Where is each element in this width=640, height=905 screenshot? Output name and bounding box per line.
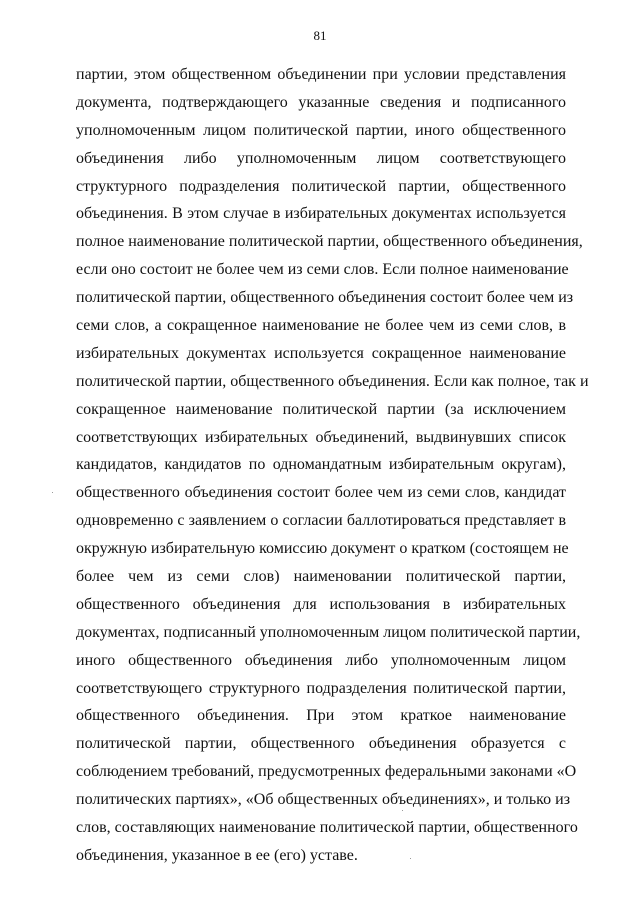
text-line: иного общественного объединения либо уполномоченным лицом xyxy=(76,651,566,669)
text-line: политической партии, общественного объединения образуется с xyxy=(76,735,566,753)
text-line: окружную избирательную комиссию документ о кратком (состоящем не xyxy=(76,540,569,558)
text-line: политической партии, общественного объединения состоит более чем из xyxy=(76,289,574,307)
text-line: политических партиях», «Об общественных объединениях», и только из xyxy=(76,791,571,809)
text-line: политической партии, общественного объединения. Если как полное, так и xyxy=(76,372,589,390)
text-line: соответствующих избирательных объединений, выдвинувших список xyxy=(76,428,566,446)
text-line: общественного объединения состоит более чем из семи слов, кандидат xyxy=(76,484,566,502)
scan-speck xyxy=(52,492,53,493)
scan-speck xyxy=(402,810,403,811)
text-line: семи слов, а сокращенное наименование не более чем из семи слов, в xyxy=(76,317,566,335)
text-line: сокращенное наименование политической партии (за исключением xyxy=(76,400,566,418)
text-line: слов, составляющих наименование политической партии, общественного xyxy=(76,819,578,837)
body-paragraph xyxy=(76,61,589,870)
text-line: объединения, указанное в ее (его) уставе. xyxy=(76,846,358,864)
text-line: общественного объединения для использования в избирательных xyxy=(76,595,566,613)
text-line: объединения. В этом случае в избирательных документах используется xyxy=(76,205,566,223)
scan-speck xyxy=(410,858,411,859)
text-line: объединения либо уполномоченным лицом соответствующего xyxy=(76,149,566,167)
text-line: уполномоченным лицом политической партии, иного общественного xyxy=(76,121,566,139)
text-line: соблюдением требований, предусмотренных федеральными законами «О xyxy=(76,763,577,781)
text-line: общественного объединения. При этом краткое наименование xyxy=(76,707,566,725)
page-number: 81 xyxy=(313,28,327,43)
text-line: соответствующего структурного подразделения политической партии, xyxy=(76,679,566,697)
text-line: избирательных документах используется сокращенное наименование xyxy=(76,344,566,362)
text-line: документах, подписанный уполномоченным лицом политической партии, xyxy=(76,623,581,641)
text-line: полное наименование политической партии, общественного объединения, xyxy=(76,233,583,251)
text-line: если оно состоит не более чем из семи слов. Если полное наименование xyxy=(76,261,569,279)
text-line: структурного подразделения политической партии, общественного xyxy=(76,177,566,195)
text-line: документа, подтверждающего указанные сведения и подписанного xyxy=(76,93,566,111)
text-line: партии, этом общественном объединении при условии представления xyxy=(76,66,566,83)
text-line: кандидатов, кандидатов по одномандатным избирательным округам), xyxy=(76,456,566,474)
text-line: одновременно с заявлением о согласии баллотироваться представляет в xyxy=(76,512,566,530)
text-line: более чем из семи слов) наименовании политической партии, xyxy=(76,568,566,586)
